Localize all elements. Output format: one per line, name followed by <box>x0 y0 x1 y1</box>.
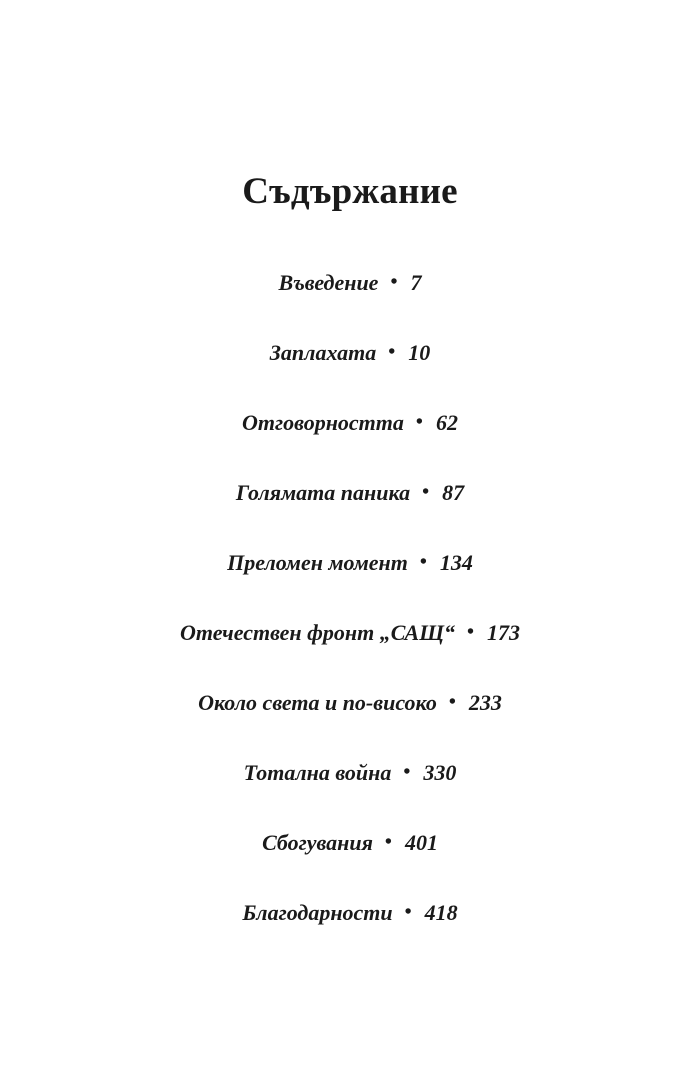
toc-entry-page: 10 <box>408 340 431 365</box>
toc-separator: • <box>415 411 423 433</box>
toc-entry <box>0 550 700 620</box>
toc-separator: • <box>384 831 392 853</box>
toc-entry-title: Около света и по-високо <box>198 690 437 715</box>
toc-entry-page: 134 <box>439 550 473 575</box>
table-of-contents <box>0 270 700 970</box>
toc-entry-page: 418 <box>424 900 458 925</box>
toc-separator: • <box>388 341 396 363</box>
toc-entry <box>0 620 700 690</box>
toc-entry <box>0 480 700 550</box>
page-title: Съдържание <box>242 171 458 212</box>
toc-entry-title: Отговорността <box>242 410 404 435</box>
toc-separator: • <box>448 691 456 713</box>
toc-separator: • <box>404 901 412 923</box>
toc-entry <box>0 410 700 480</box>
toc-entry-page: 173 <box>487 620 520 645</box>
toc-entry-title: Преломен момент <box>227 550 408 575</box>
toc-entry-title: Сбогувания <box>262 830 373 855</box>
toc-entry-page: 62 <box>435 410 458 435</box>
toc-entry <box>0 690 700 760</box>
toc-entry-page: 87 <box>442 480 465 505</box>
toc-entry-page: 401 <box>404 830 438 855</box>
toc-entry <box>0 340 700 410</box>
toc-separator: • <box>419 551 427 573</box>
toc-entry <box>0 760 700 830</box>
toc-entry-title: Отечествен фронт „САЩ“ <box>180 620 455 645</box>
toc-entry-title: Благодарности <box>242 900 393 925</box>
toc-entry-title: Въведение <box>278 270 379 295</box>
toc-separator: • <box>403 761 411 783</box>
toc-entry <box>0 830 700 900</box>
toc-entry-page: 330 <box>423 760 457 785</box>
toc-entry-page: 7 <box>410 270 422 295</box>
toc-entry-title: Тотална война <box>243 760 392 785</box>
toc-entry <box>0 900 700 970</box>
toc-entry-page: 233 <box>468 690 502 715</box>
toc-entry <box>0 270 700 340</box>
toc-separator: • <box>422 481 430 503</box>
toc-entry-title: Голямата паника <box>235 480 411 505</box>
toc-separator: • <box>466 621 474 643</box>
toc-separator: • <box>390 271 398 293</box>
toc-entry-title: Заплахата <box>269 340 377 365</box>
